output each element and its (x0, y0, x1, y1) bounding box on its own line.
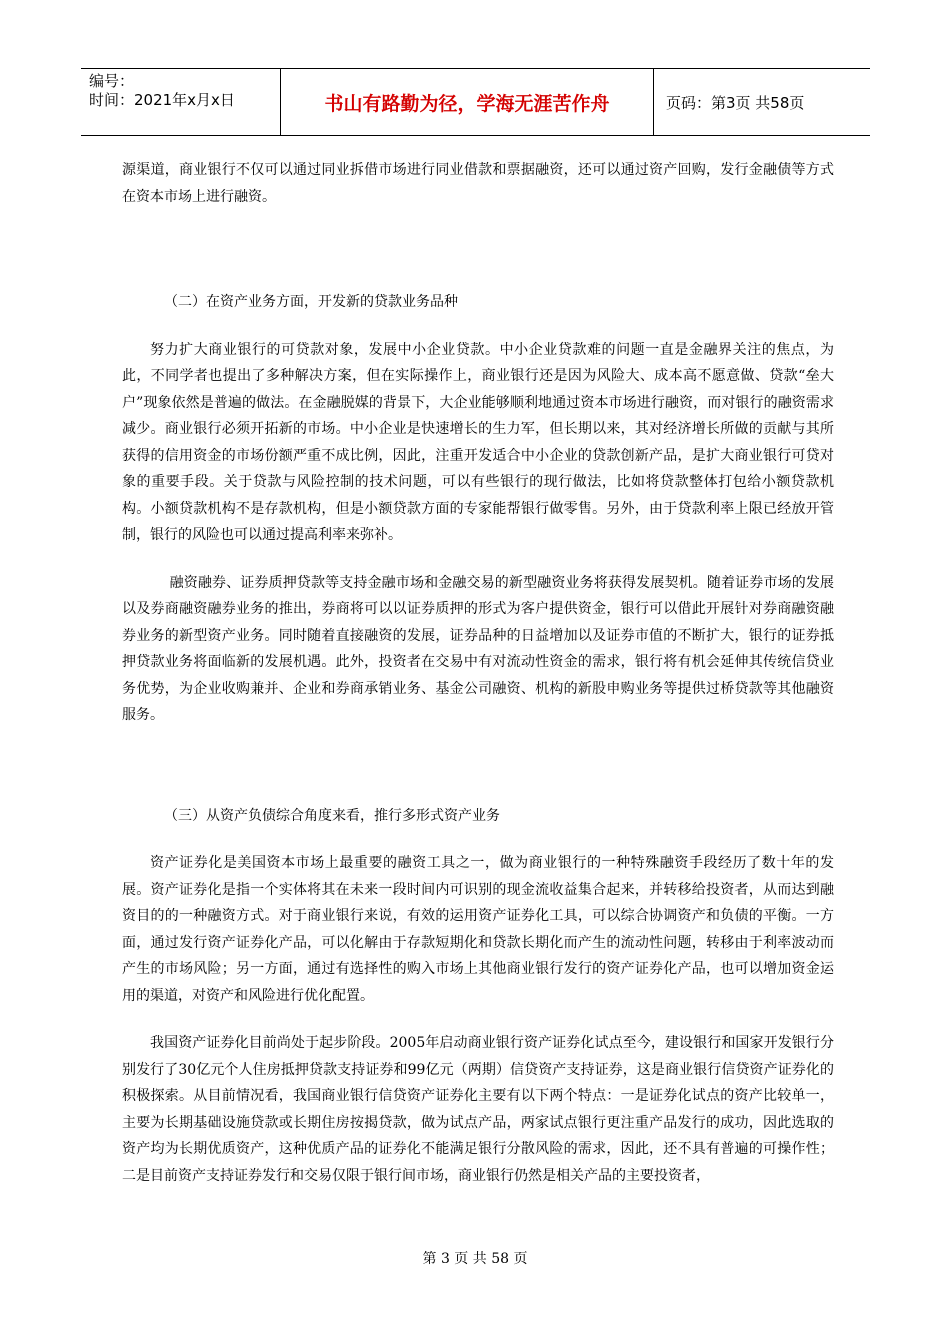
section-heading: （三）从资产负债综合角度来看，推行多形式资产业务 (164, 807, 500, 824)
header-motto: 书山有路勤为径，学海无涯苦作舟 (281, 69, 654, 135)
paragraph: 源渠道，商业银行不仅可以通过同业拆借市场进行同业借款和票据融资，还可以通过资产回购，发行金融债等方式在资本市场上进行融资。 (122, 162, 834, 205)
page-header (81, 68, 870, 136)
page-footer: 第 3 页 共 58 页 (422, 1251, 528, 1267)
paragraph: 资产证券化是美国资本市场上最重要的融资工具之一，做为商业银行的一种特殊融资手段经历了数十年的发展。资产证券化是指一个实体将其在未来一段时间内可识别的现金流收益集合起来，并转移给投资者，从而达到融资目的的一种融资方式。对于商业银行来说，有效的运用资产证券化工具，可以综合协调资产和负债的平衡。一方面，通过发行资产证券化产品，可以化解由于存款短期化和贷款长期化而产生的流动性问题，转移由于利率波动而产生的市场风险；另一方面，通过有选择性的购入市场上其他商业银行发行的资产证券化产品，也可以增加资金运用的渠道，对资产和风险进行优化配置。 (122, 855, 834, 1004)
document-body (122, 157, 834, 1189)
paragraph: 我国资产证券化目前尚处于起步阶段。2005年启动商业银行资产证券化试点至今，建设银行和国家开发银行分别发行了30亿元个人住房抵押贷款支持证券和99亿元（两期）信贷资产支持证券，这是商业银行信贷资产证券化的积极探索。从目前情况看，我国商业银行信贷资产证券化主要有以下两个特点：一是证券化试点的资产比较单一，主要为长期基础设施贷款或长期住房按揭贷款，做为试点产品，两家试点银行更注重产品发行的成功，因此选取的资产均为长期优质资产，这种优质产品的证券化不能满足银行分散风险的需求，因此，还不具有普遍的可操作性；二是目前资产支持证券发行和交易仅限于银行间市场，商业银行仍然是相关产品的主要投资者， (122, 1035, 834, 1184)
date-label: 时间：2021年x月x日 (89, 91, 235, 109)
header-page-info: 页码：第3页 共58页 (666, 93, 805, 112)
section-heading: （二）在资产业务方面，开发新的贷款业务品种 (164, 294, 458, 310)
header-meta (81, 69, 281, 135)
number-label: 编号： (89, 72, 135, 90)
paragraph: 融资融券、证券质押贷款等支持金融市场和金融交易的新型融资业务将获得发展契机。随着证券市场的发展以及券商融资融券业务的推出，券商将可以以证券质押的形式为客户提供资金，银行可以借此开展针对券商融资融券业务的新型资产业务。同时随着直接融资的发展，证券品种的日益增加以及证券市值的不断扩大，银行的证券抵押贷款业务将面临新的发展机遇。此外，投资者在交易中有对流动性资金的需求，银行将有机会延伸其传统信贷业务优势，为企业收购兼并、企业和券商承销业务、基金公司融资、机构的新股申购业务等提供过桥贷款等其他融资服务。 (122, 574, 834, 723)
paragraph: 努力扩大商业银行的可贷款对象，发展中小企业贷款。中小企业贷款难的问题一直是金融界关注的焦点，为此，不同学者也提出了多种解决方案，但在实际操作上，商业银行还是因为风险大、成本高不愿意做、贷款“垒大户”现象依然是普遍的做法。在金融脱媒的背景下，大企业能够顺利地通过资本市场进行融资，而对银行的融资需求减少。商业银行必须开拓新的市场。中小企业是快速增长的生力军，但长期以来，其对经济增长所做的贡献与其所获得的信用资金的市场份额严重不成比例，因此，注重开发适合中小企业的贷款创新产品，是扩大商业银行可贷对象的重要手段。关于贷款与风险控制的技术问题，可以有些银行的现行做法，比如将贷款整体打包给小额贷款机构。小额贷款机构不是存款机构，但是小额贷款方面的专家能帮银行做零售。另外，由于贷款利率上限已经放开管制，银行的风险也可以通过提高利率来弥补。 (122, 341, 834, 543)
